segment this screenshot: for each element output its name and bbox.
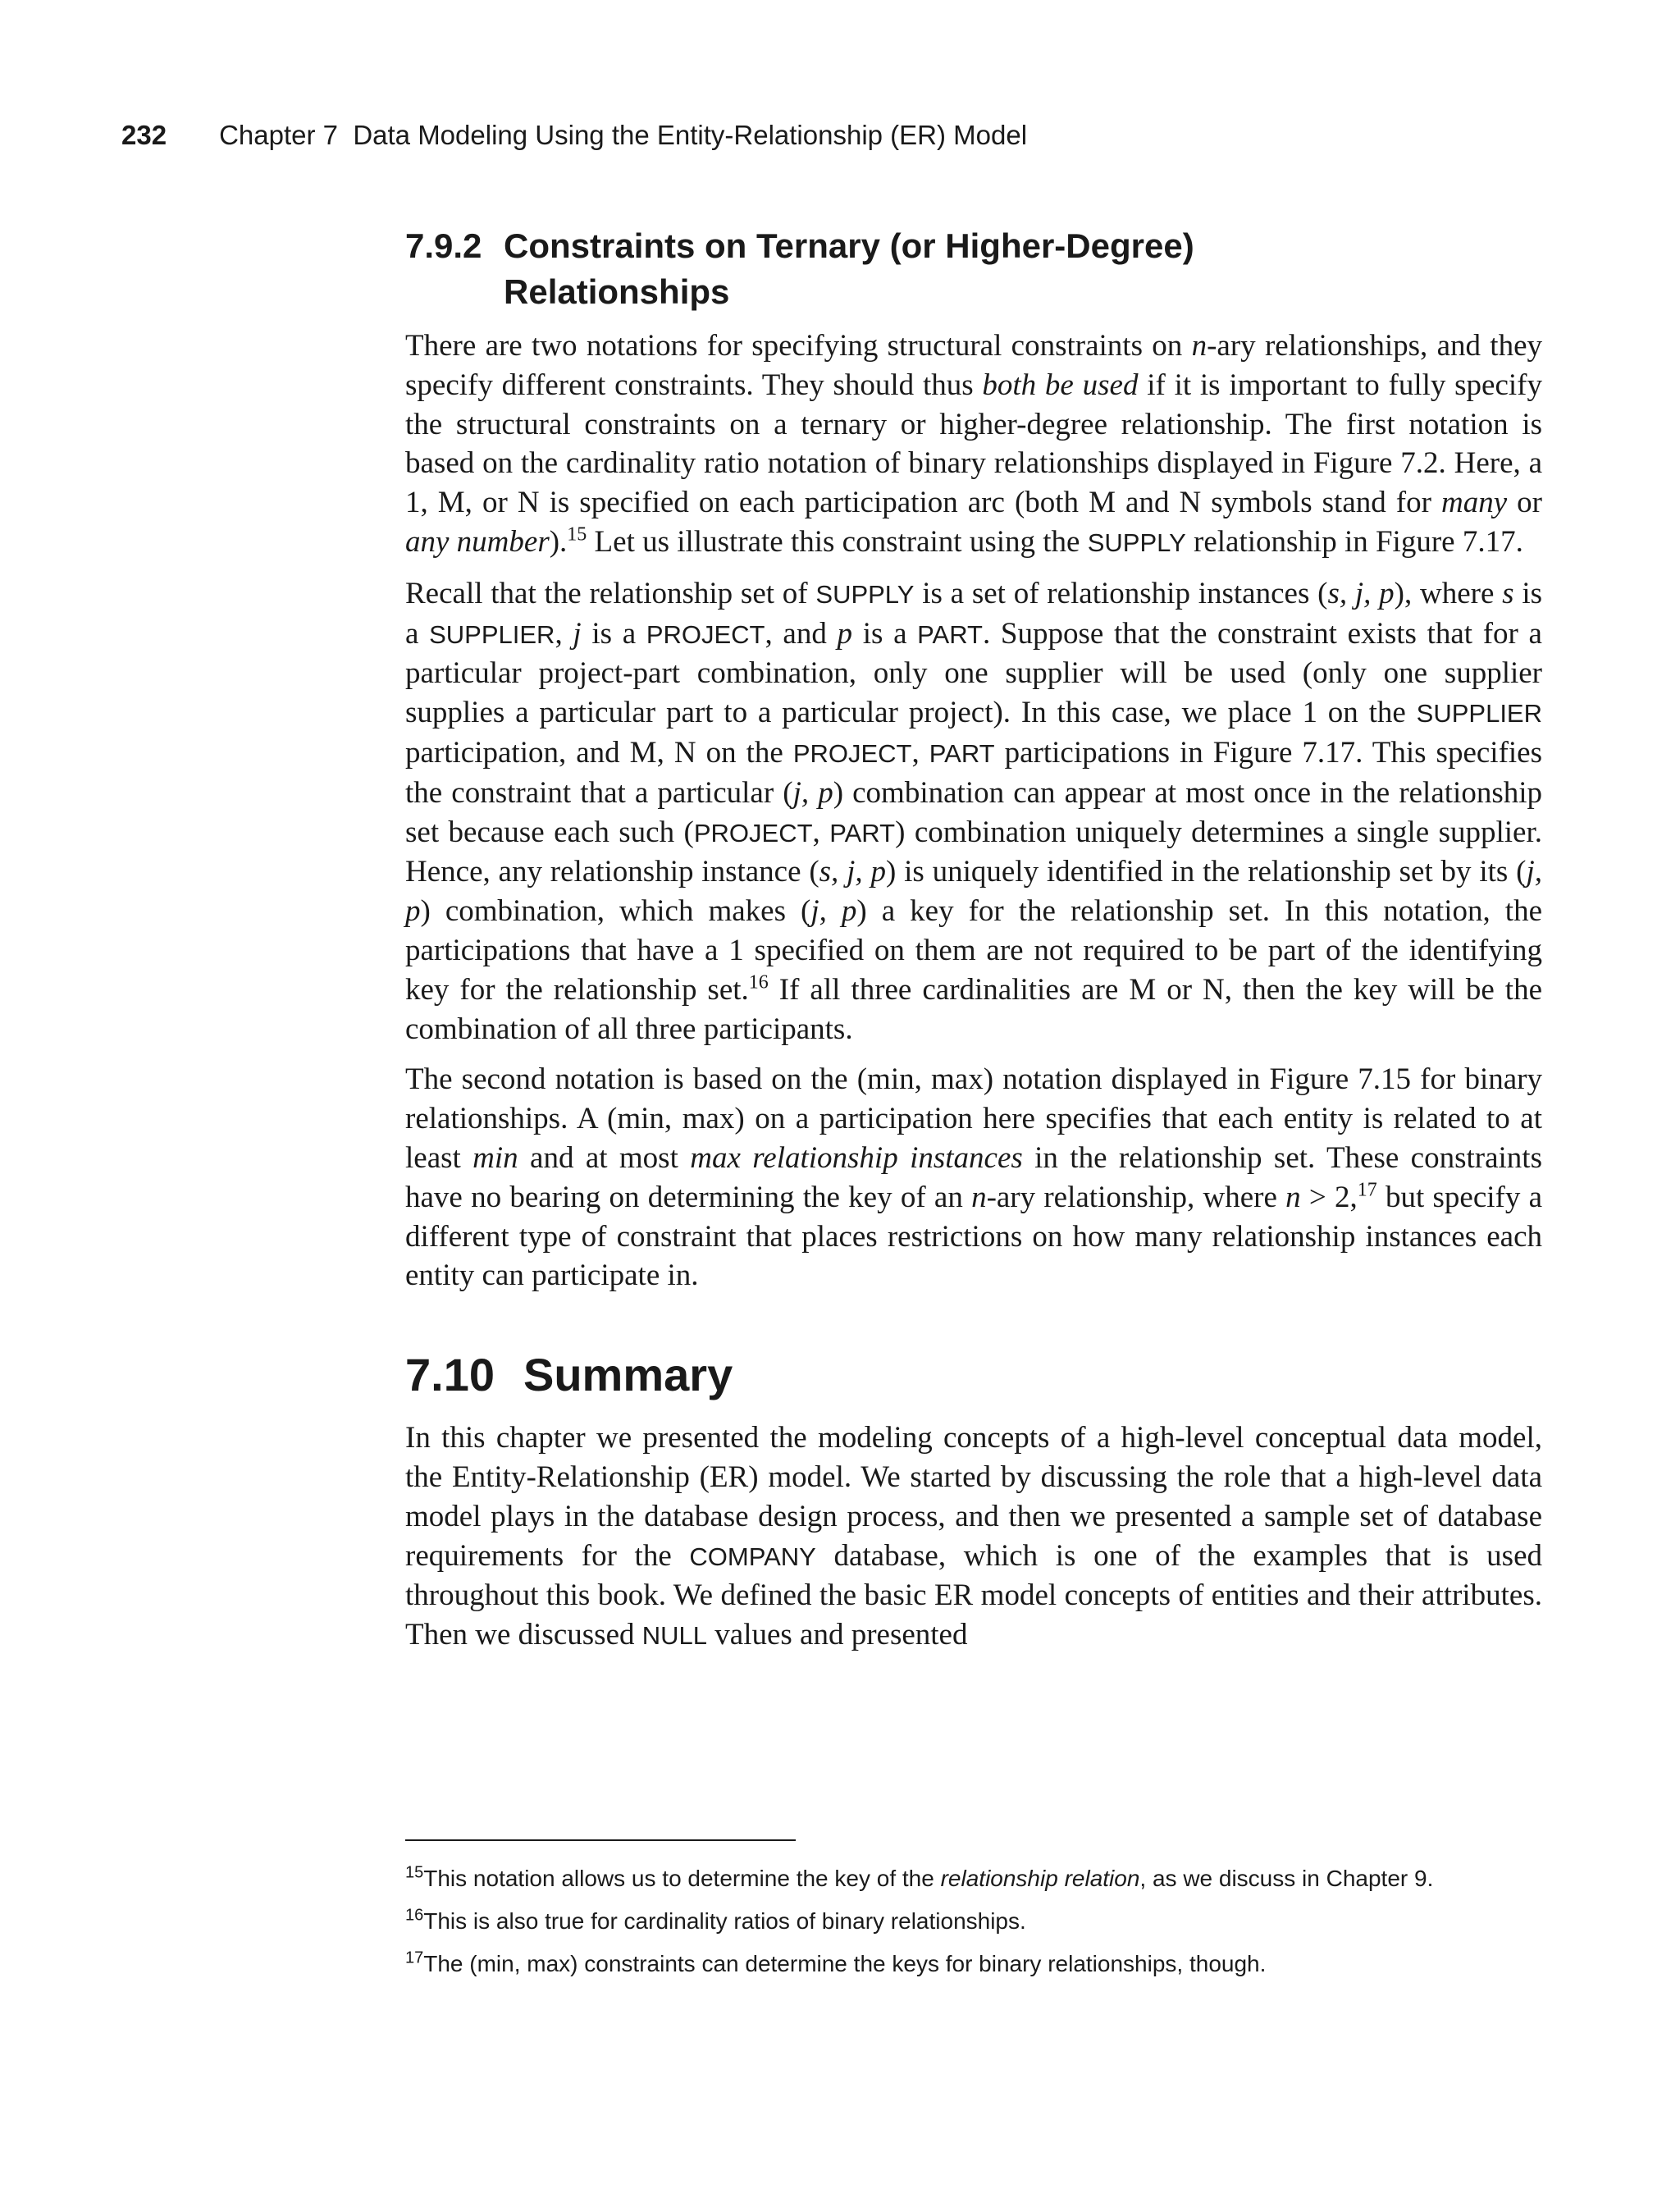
footnote-17: $^{17}$The (min, max) constraints can determine the keys for binary relationships, though. [405,1948,1267,1976]
section-number: 7.9.2 [405,226,482,265]
footnote-ref-16: 16 [748,971,769,994]
footnote-ref-17: 17 [1357,1179,1377,1201]
summary-heading [405,1346,1542,1404]
paragraph-1: There are two notations for specifying structural constraints on n-ary relationships, and they specify different constraints. They should thus both be used if it is important to fully specify the structural constraints on a ternary or higher-degree relationship. The first notation is based on the cardinality ratio notation of binary relationships displayed in Figure 7.2. Here, a 1, M, or N is specified on each participation arc (both M and N symbols stand for many or any number).$^{15}$ Let us illustrate this constraint using the SUPPLY relationship in Figure 7.17. [405,329,1542,559]
footnote-16: $^{16}$This is also true for cardinality ratios of binary relationships. [405,1906,1026,1934]
summary-number: 7.10 [405,1349,495,1401]
footnote-divider [405,1839,796,1841]
footnote-ref-15: 15 [567,523,587,546]
running-head [121,120,1027,151]
main-content [405,223,1542,1667]
paragraph-2: Recall that the relationship set of SUPPLY is a set of relationship instances (s, j, p), where s is a SUPPLIER, j is a PROJECT, and p is a PART. Suppose that the constraint exists that for a particular project-part combination, only one supplier will be used (only one supplier supplies a particular part to a particular project). In this case, we place 1 on the SUPPLIER participation, and M, N on the PROJECT, PART participations in Figure 7.17. This specifies the constraint that a particular (j, p) combination can appear at most once in the relationship set because each such (PROJECT, PART) combination uniquely determines a single supplier. Hence, any relationship instance (s, j, p) is uniquely identified in the relationship set by its (j, p) combination, which makes (j, p) a key for the relationship set. In this notation, the participations that have a 1 specified on them are not required to be part of the identifying key for the relationship set.$^{16}$ If all three cardinalities are M or N, then the key will be the combination of all three participants. [405,576,1543,1046]
page-number: 232 [121,120,167,150]
summary-title: Summary [523,1349,733,1401]
running-title: Chapter 7 Data Modeling Using the Entity-Relationship (ER) Model [219,120,1028,150]
paragraph-4: In this chapter we presented the modeling concepts of a high-level conceptual data model, the Entity-Relationship (ER) model. We started by discussing the role that a high-level data model plays in the database design process, and then we presented a sample set of database requirements for the COMPANY database, which is one of the examples that is used throughout this book. We defined the basic ER model concepts of entities and their attributes. Then we discussed NULL values and presented [405,1421,1543,1652]
footnotes [405,1859,1545,1987]
paragraph-3: The second notation is based on the (min, max) notation displayed in Figure 7.15 for binary relationships. A (min, max) on a participation here specifies that each entity is related to at least min and at most max relationship instances in the relationship set. These constraints have no bearing on determining the key of an n-ary relationship, where n > 2,17 but specify a different type of constraint that places restrictions on how many relationship instances each entity can participate in. [405,1062,1542,1293]
footnote-15: $^{15}$This notation allows us to determine the key of the relationship relation, as we discuss in Chapter 9. [405,1863,1434,1891]
section-title: Constraints on Ternary (or Higher-Degree) Relationships [504,226,1194,311]
section-heading [405,223,1542,315]
